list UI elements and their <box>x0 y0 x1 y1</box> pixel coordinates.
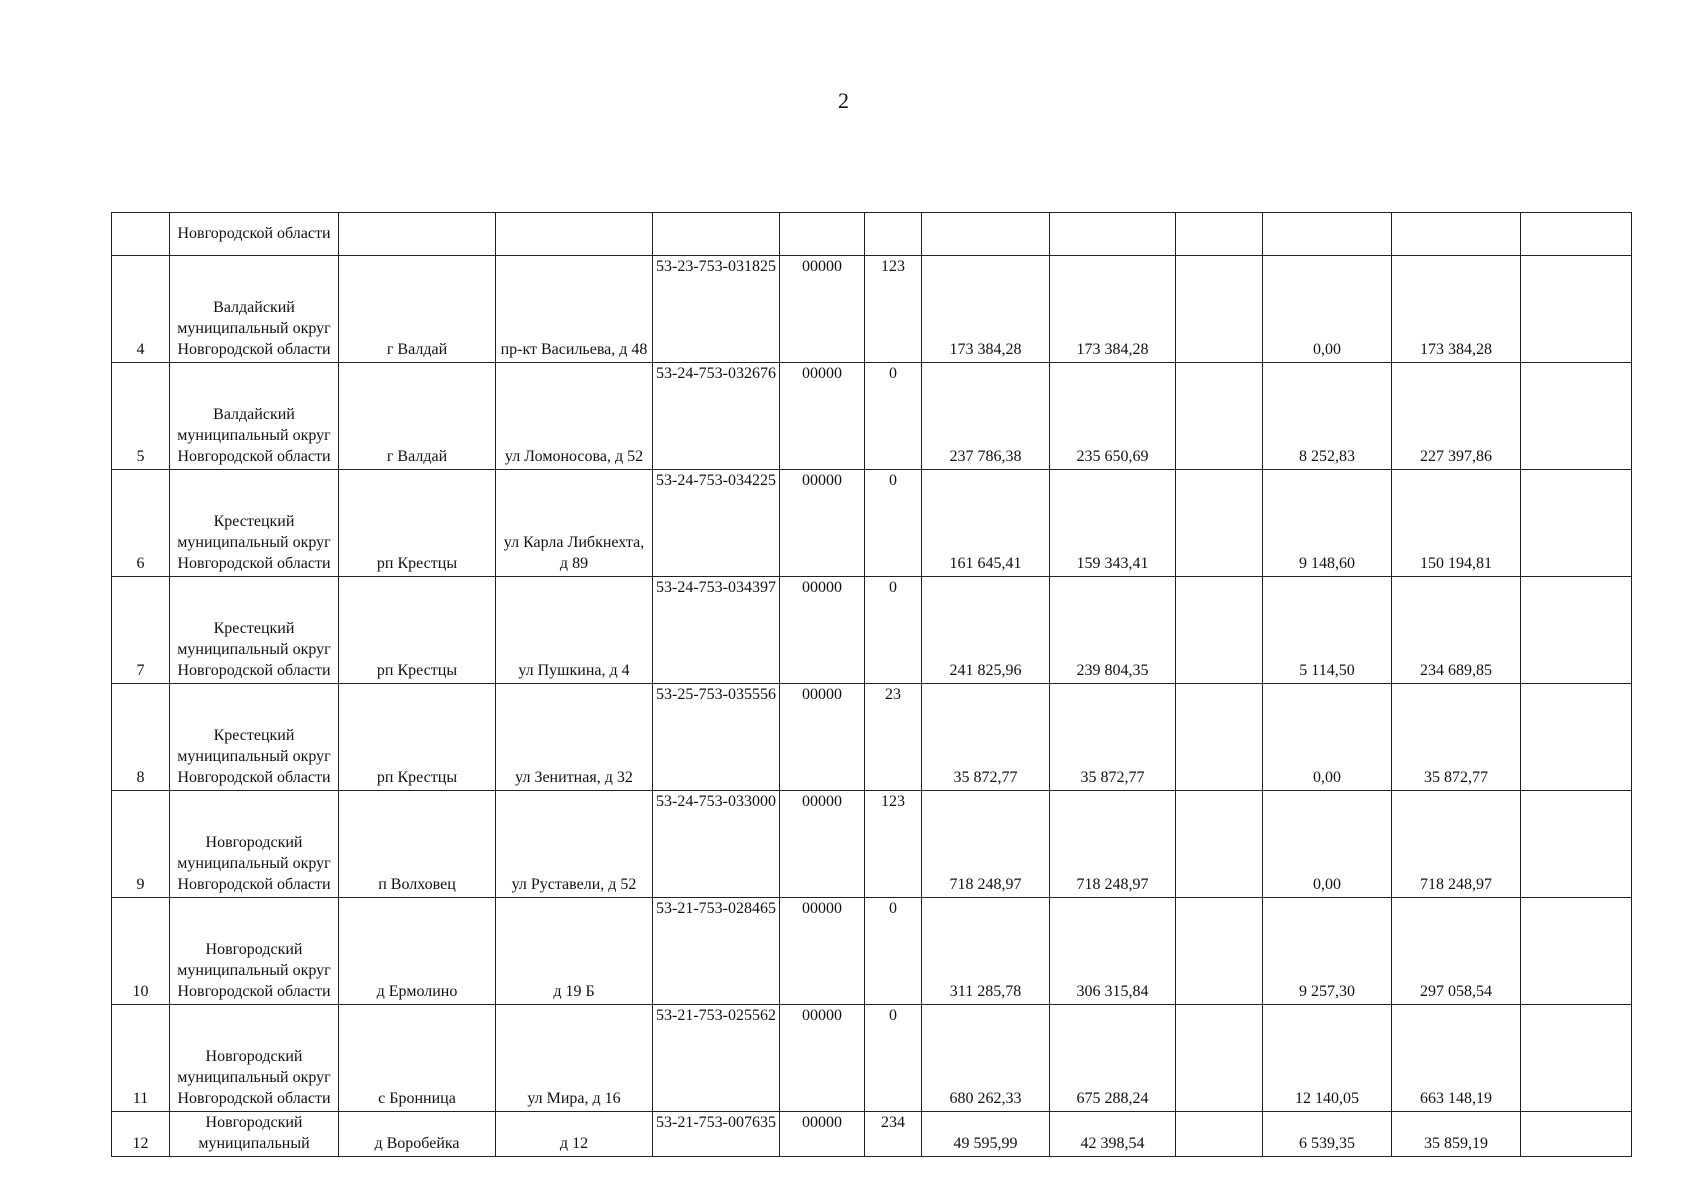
cell-mark: 0 <box>865 1005 922 1112</box>
page-number: 2 <box>838 88 849 113</box>
cell-extra <box>1521 1112 1632 1157</box>
cell-empty <box>1176 684 1263 791</box>
cell-n: 12 <box>112 1112 170 1157</box>
cell-mark: 0 <box>865 363 922 470</box>
cell-result: 297 058,54 <box>1392 898 1521 1005</box>
cell-settlement: д Ермолино <box>339 898 496 1005</box>
cell-total: 311 285,78 <box>922 898 1050 1005</box>
cell-total: 237 786,38 <box>922 363 1050 470</box>
cell-deduction: 9 257,30 <box>1263 898 1392 1005</box>
cell-municipality: Новгородский муниципальный <box>170 1112 339 1157</box>
cell-zeros: 00000 <box>780 470 865 577</box>
cell-municipality: Крестецкий муниципальный округ Новгородской области <box>170 577 339 684</box>
cell-total: 173 384,28 <box>922 256 1050 363</box>
cell-municipality: Новгородский муниципальный округ Новгородской области <box>170 1005 339 1112</box>
cell-extra <box>1521 898 1632 1005</box>
cell-result: 173 384,28 <box>1392 256 1521 363</box>
cell-n: 10 <box>112 898 170 1005</box>
cell-amount: 159 343,41 <box>1050 470 1176 577</box>
cell-deduction: 12 140,05 <box>1263 1005 1392 1112</box>
cell-result: 227 397,86 <box>1392 363 1521 470</box>
cell-code: 53-24-753-032676 <box>653 363 780 470</box>
cell-code: 53-21-753-028465 <box>653 898 780 1005</box>
cell-result: 663 148,19 <box>1392 1005 1521 1112</box>
cell-result: 718 248,97 <box>1392 791 1521 898</box>
table-row <box>112 470 1632 577</box>
cell-n: 9 <box>112 791 170 898</box>
cell-amount: 675 288,24 <box>1050 1005 1176 1112</box>
cell-empty <box>1176 791 1263 898</box>
table-row <box>112 1005 1632 1112</box>
cell-zeros: 00000 <box>780 577 865 684</box>
cell-code: 53-24-753-033000 <box>653 791 780 898</box>
cell-total: 161 645,41 <box>922 470 1050 577</box>
cell-code: 53-23-753-031825 <box>653 256 780 363</box>
cell-mark: 23 <box>865 684 922 791</box>
cell-municipality: Валдайский муниципальный округ Новгородской области <box>170 363 339 470</box>
table-row <box>112 898 1632 1005</box>
cell-address: ул Руставели, д 52 <box>496 791 653 898</box>
cell-amount: 235 650,69 <box>1050 363 1176 470</box>
cell-code: 53-24-753-034225 <box>653 470 780 577</box>
cell-extra <box>1521 791 1632 898</box>
cell-code: 53-25-753-035556 <box>653 684 780 791</box>
cell-settlement: рп Крестцы <box>339 684 496 791</box>
table-row <box>112 577 1632 684</box>
cell-empty <box>1176 470 1263 577</box>
cell-amount: 173 384,28 <box>1050 256 1176 363</box>
cell-extra <box>1521 577 1632 684</box>
table-row <box>112 684 1632 791</box>
cell-zeros: 00000 <box>780 256 865 363</box>
cell-result: 35 872,77 <box>1392 684 1521 791</box>
cell-n: 11 <box>112 1005 170 1112</box>
cell-total: 49 595,99 <box>922 1112 1050 1157</box>
cell-address: ул Карла Либкнехта, д 89 <box>496 470 653 577</box>
cell-settlement: п Волховец <box>339 791 496 898</box>
cell-mark: 0 <box>865 577 922 684</box>
cell-deduction: 6 539,35 <box>1263 1112 1392 1157</box>
cell-address: д 19 Б <box>496 898 653 1005</box>
cell-municipality: Новгородской области <box>170 213 339 256</box>
cell-mark: 0 <box>865 898 922 1005</box>
cell-mark: 123 <box>865 791 922 898</box>
cell-municipality: Новгородский муниципальный округ Новгородской области <box>170 791 339 898</box>
cell-code: 53-21-753-025562 <box>653 1005 780 1112</box>
cell-mark: 234 <box>865 1112 922 1157</box>
cell-empty <box>1176 1005 1263 1112</box>
cell-n: 7 <box>112 577 170 684</box>
cell-n <box>112 213 170 256</box>
cell-deduction: 8 252,83 <box>1263 363 1392 470</box>
cell-zeros: 00000 <box>780 1005 865 1112</box>
cell-settlement: рп Крестцы <box>339 470 496 577</box>
cell-amount: 306 315,84 <box>1050 898 1176 1005</box>
cell-address: ул Зенитная, д 32 <box>496 684 653 791</box>
cell-total: 35 872,77 <box>922 684 1050 791</box>
cell-mark: 0 <box>865 470 922 577</box>
table-row <box>112 363 1632 470</box>
cell-n: 8 <box>112 684 170 791</box>
cell-address: д 12 <box>496 1112 653 1157</box>
cell-total: 241 825,96 <box>922 577 1050 684</box>
cell-deduction: 9 148,60 <box>1263 470 1392 577</box>
cell-n: 6 <box>112 470 170 577</box>
cell-mark: 123 <box>865 256 922 363</box>
cell-n: 4 <box>112 256 170 363</box>
table-row <box>112 791 1632 898</box>
cell-deduction: 5 114,50 <box>1263 577 1392 684</box>
cell-empty <box>1176 898 1263 1005</box>
cell-settlement: г Валдай <box>339 256 496 363</box>
cell-deduction: 0,00 <box>1263 256 1392 363</box>
cell-municipality: Крестецкий муниципальный округ Новгородской области <box>170 470 339 577</box>
cell-amount: 35 872,77 <box>1050 684 1176 791</box>
cell-result: 35 859,19 <box>1392 1112 1521 1157</box>
cell-code: 53-21-753-007635 <box>653 1112 780 1157</box>
cell-code: 53-24-753-034397 <box>653 577 780 684</box>
cell-amount: 42 398,54 <box>1050 1112 1176 1157</box>
cell-extra <box>1521 256 1632 363</box>
cell-zeros: 00000 <box>780 898 865 1005</box>
cell-settlement: с Бронница <box>339 1005 496 1112</box>
cell-municipality: Крестецкий муниципальный округ Новгородской области <box>170 684 339 791</box>
cell-municipality: Новгородский муниципальный округ Новгородской области <box>170 898 339 1005</box>
cell-deduction: 0,00 <box>1263 791 1392 898</box>
cell-extra <box>1521 684 1632 791</box>
cell-empty <box>1176 577 1263 684</box>
cell-zeros: 00000 <box>780 684 865 791</box>
cell-municipality: Валдайский муниципальный округ Новгородской области <box>170 256 339 363</box>
table-row-continuation <box>112 213 1632 256</box>
cell-empty <box>1176 256 1263 363</box>
cell-empty <box>1176 1112 1263 1157</box>
cell-n: 5 <box>112 363 170 470</box>
cell-address: ул Мира, д 16 <box>496 1005 653 1112</box>
cell-total: 680 262,33 <box>922 1005 1050 1112</box>
cell-amount: 239 804,35 <box>1050 577 1176 684</box>
cell-zeros: 00000 <box>780 363 865 470</box>
cell-zeros: 00000 <box>780 1112 865 1157</box>
cell-zeros: 00000 <box>780 791 865 898</box>
cell-settlement: д Воробейка <box>339 1112 496 1157</box>
cell-extra <box>1521 363 1632 470</box>
table-row <box>112 256 1632 363</box>
table-row <box>112 1112 1632 1157</box>
cell-address: пр-кт Васильева, д 48 <box>496 256 653 363</box>
cell-total: 718 248,97 <box>922 791 1050 898</box>
cell-result: 150 194,81 <box>1392 470 1521 577</box>
data-table <box>111 212 1632 1157</box>
cell-settlement: рп Крестцы <box>339 577 496 684</box>
cell-extra <box>1521 470 1632 577</box>
cell-result: 234 689,85 <box>1392 577 1521 684</box>
cell-amount: 718 248,97 <box>1050 791 1176 898</box>
cell-address: ул Ломоносова, д 52 <box>496 363 653 470</box>
cell-empty <box>1176 363 1263 470</box>
cell-settlement: г Валдай <box>339 363 496 470</box>
cell-extra <box>1521 1005 1632 1112</box>
cell-deduction: 0,00 <box>1263 684 1392 791</box>
cell-address: ул Пушкина, д 4 <box>496 577 653 684</box>
